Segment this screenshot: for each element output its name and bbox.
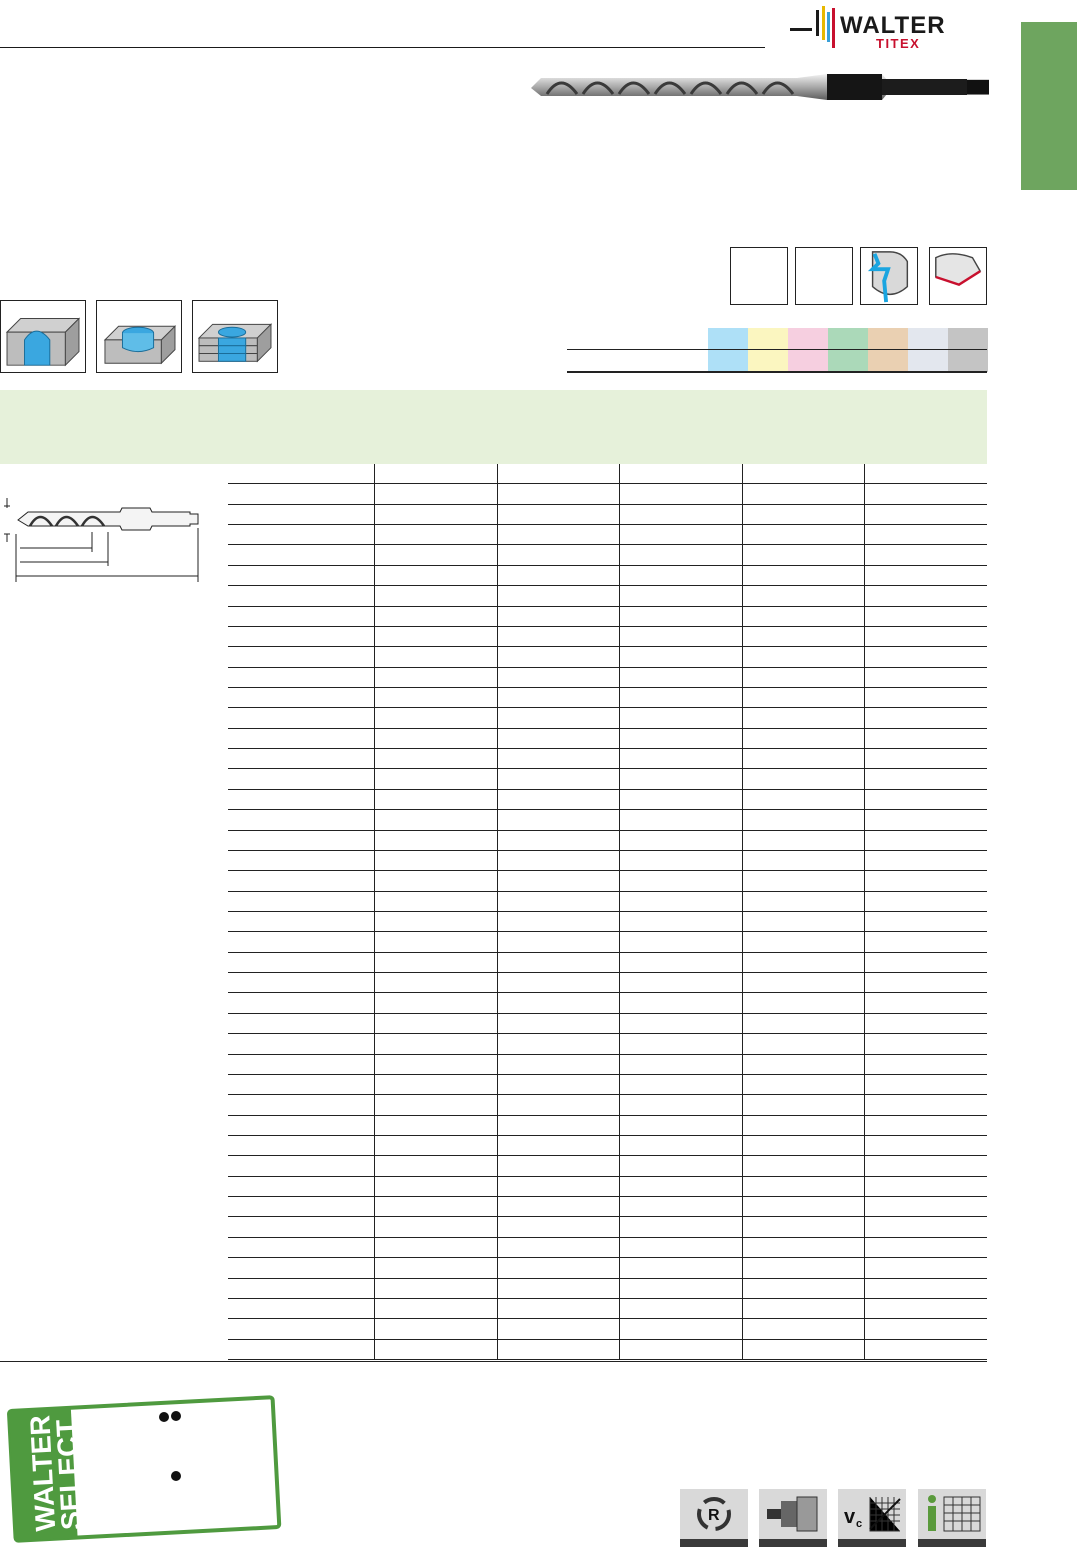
material-o — [948, 328, 988, 372]
table-row — [228, 708, 987, 728]
table-row — [228, 1299, 987, 1319]
table-row — [228, 688, 987, 708]
table-row — [228, 627, 987, 647]
table-row — [228, 769, 987, 789]
table-row — [228, 566, 987, 586]
table-col-divider — [497, 464, 498, 1360]
table-row — [228, 505, 987, 525]
table-row — [228, 525, 987, 545]
table-row — [228, 607, 987, 627]
table-row — [228, 729, 987, 749]
table-col-divider — [742, 464, 743, 1360]
table-row — [228, 1238, 987, 1258]
recycle-r-button[interactable] — [680, 1489, 748, 1547]
table-row — [228, 932, 987, 952]
table-row — [228, 973, 987, 993]
table-row — [228, 831, 987, 851]
taper-shank-drill-image — [527, 70, 989, 104]
svg-text:R: R — [708, 1507, 720, 1524]
table-row — [228, 1116, 987, 1136]
material-m — [748, 328, 788, 372]
header-rule — [0, 47, 765, 48]
recycle-r-icon — [680, 1489, 748, 1539]
designation-band — [0, 390, 987, 464]
drill-dimension-schematic — [0, 494, 210, 590]
table-bottom-rule — [0, 1361, 987, 1362]
drill-point-icon — [929, 247, 987, 305]
table-row — [228, 647, 987, 667]
walter-select-card — [6, 1390, 282, 1544]
table-row — [228, 749, 987, 769]
article-table — [228, 464, 987, 1360]
table-row — [228, 892, 987, 912]
table-row — [228, 851, 987, 871]
table-row — [228, 1136, 987, 1156]
vc-chart-icon — [838, 1489, 906, 1539]
info-table-icon — [918, 1489, 986, 1539]
material-k — [788, 328, 828, 372]
table-row — [228, 1217, 987, 1237]
logo-brand: WALTER — [840, 12, 946, 39]
svg-text:v: v — [844, 1506, 856, 1528]
material-s — [868, 328, 908, 372]
table-row — [228, 1075, 987, 1095]
logo-sub: TITEX — [876, 36, 921, 51]
table-row — [228, 1014, 987, 1034]
table-row — [228, 1319, 987, 1339]
table-col-divider — [864, 464, 865, 1360]
table-row — [228, 1156, 987, 1176]
table-row — [228, 790, 987, 810]
property-box-2 — [795, 247, 853, 305]
svg-text:c: c — [856, 1518, 863, 1530]
material-group-strip — [708, 328, 988, 372]
through-hole-icon — [0, 300, 86, 373]
info-table-button[interactable] — [918, 1489, 986, 1547]
table-row — [228, 1340, 987, 1360]
table-row — [228, 993, 987, 1013]
section-tab[interactable] — [1021, 22, 1077, 190]
table-row — [228, 484, 987, 504]
material-p — [708, 328, 748, 372]
table-row — [228, 545, 987, 565]
table-row — [228, 1095, 987, 1115]
material-h — [908, 328, 948, 372]
table-row — [228, 1279, 987, 1299]
walter-titex-logo — [788, 6, 993, 52]
material-rule-bottom — [567, 371, 987, 373]
coolant-drill-icon — [860, 247, 918, 305]
blind-hole-icon — [96, 300, 182, 373]
table-col-divider — [374, 464, 375, 1360]
material-rule — [567, 349, 987, 350]
stacked-plates-icon — [192, 300, 278, 373]
property-box-1 — [730, 247, 788, 305]
table-row — [228, 668, 987, 688]
tool-holder-button[interactable] — [759, 1489, 827, 1547]
tool-holder-icon — [759, 1489, 827, 1539]
table-row — [228, 1034, 987, 1054]
table-row — [228, 1177, 987, 1197]
table-col-divider — [619, 464, 620, 1360]
table-row — [228, 1055, 987, 1075]
select-label-1: WALTER — [24, 1414, 62, 1533]
table-row — [228, 464, 987, 484]
table-row — [228, 1197, 987, 1217]
material-n — [828, 328, 868, 372]
table-row — [228, 953, 987, 973]
table-row — [228, 871, 987, 891]
table-row — [228, 912, 987, 932]
table-row — [228, 810, 987, 830]
vc-chart-button[interactable] — [838, 1489, 906, 1547]
table-row — [228, 1258, 987, 1278]
table-row — [228, 586, 987, 606]
select-label-2: SELECT — [50, 1418, 88, 1531]
